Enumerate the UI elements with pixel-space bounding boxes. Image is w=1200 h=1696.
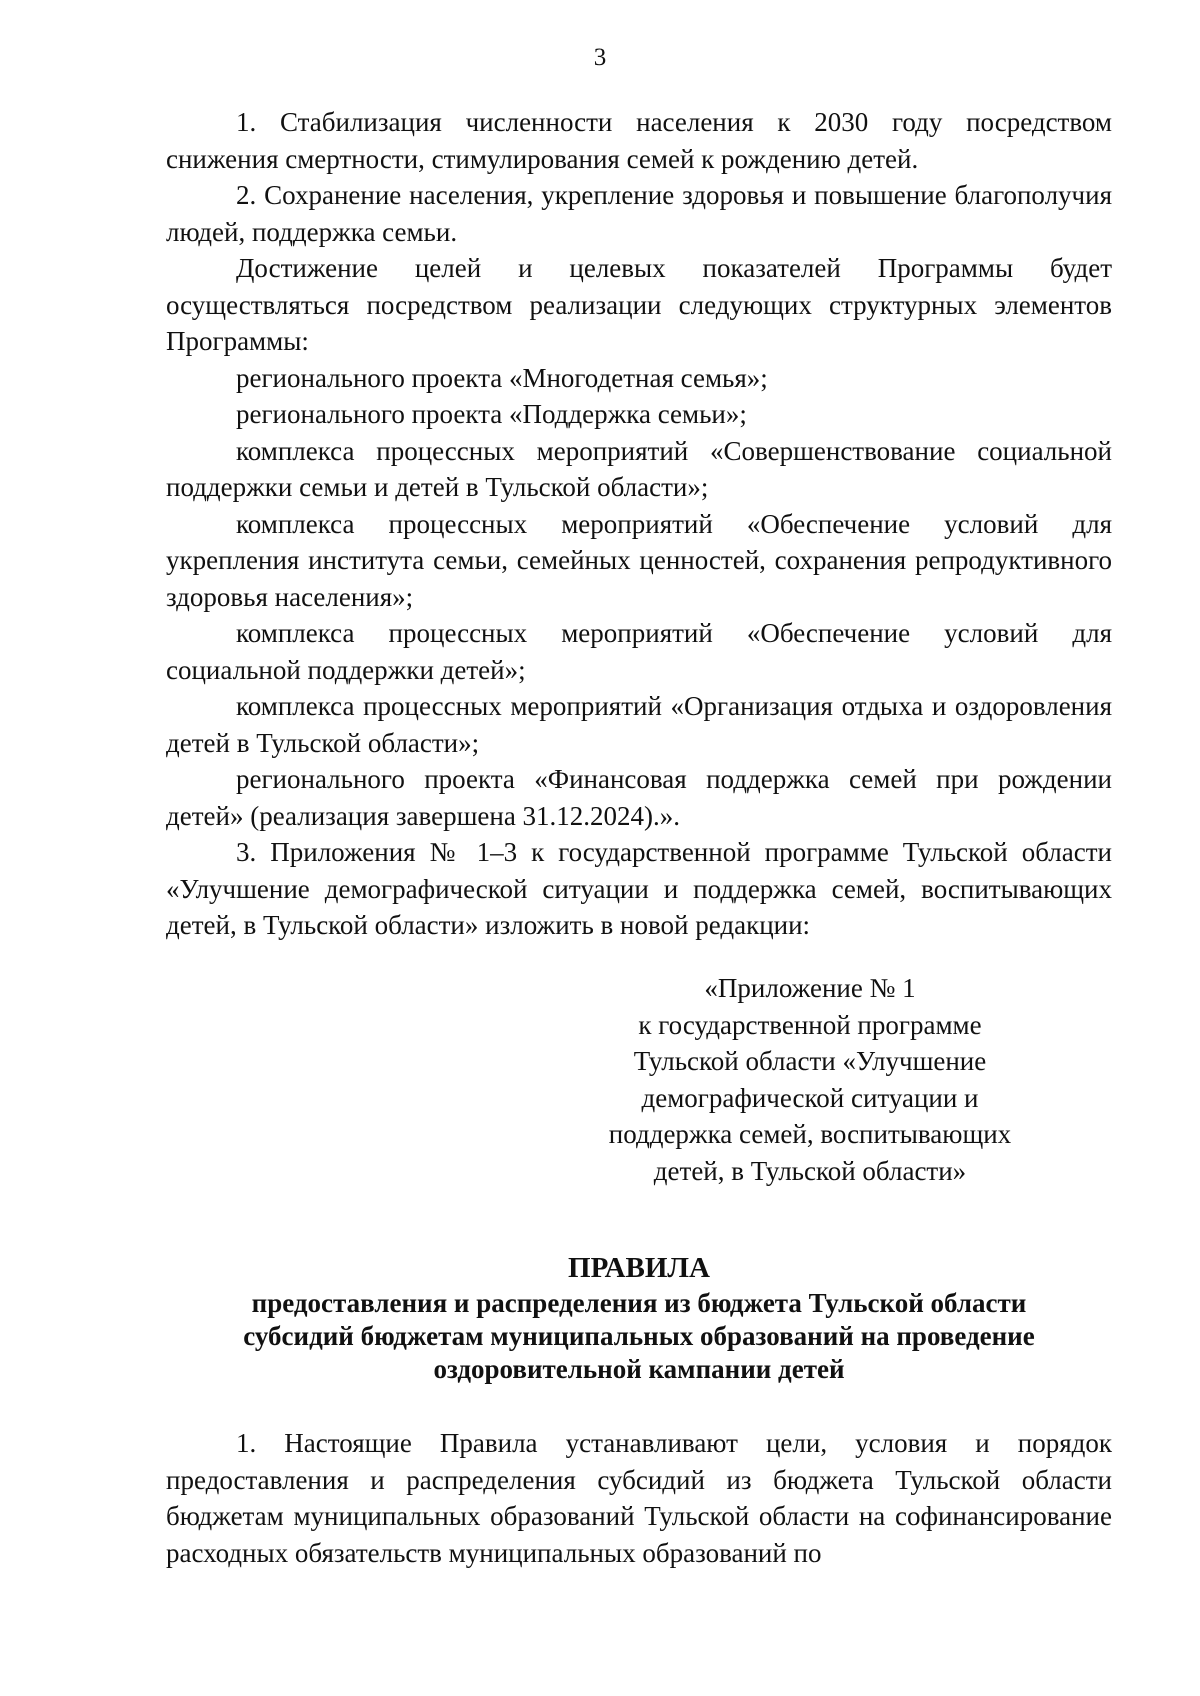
appendix-line: демографической ситуации и xyxy=(641,1082,979,1113)
appendix-line: «Приложение № 1 xyxy=(704,973,916,1003)
paragraph-appendices: 3. Приложения № 1–3 к государственной программе Тульской области «Улучшение демографической ситуации и поддержка семей, воспитывающих детей, в Тульской области» изложить в новой редакции: xyxy=(166,837,1112,940)
list-item: комплекса процессных мероприятий «Обеспечение условий для укрепления института семьи, семейных ценностей, сохранения репродуктивного здоровья населения»; xyxy=(166,508,1112,612)
rules-body xyxy=(166,1425,1112,1571)
appendix-header xyxy=(560,970,1060,1189)
list-item: комплекса процессных мероприятий «Организация отдыха и оздоровления детей в Тульской области»; xyxy=(166,691,1112,758)
list-item: регионального проекта «Финансовая поддержка семей при рождении детей» (реализация завершена 31.12.2024).». xyxy=(166,764,1112,831)
rules-paragraph-1: 1. Настоящие Правила устанавливают цели, условия и порядок предоставления и распределения субсидий из бюджета Тульской области бюджетам муниципальных образований Тульской области на софинансирование расходных обязательств муниципальных образований по xyxy=(166,1428,1112,1568)
appendix-line: детей, в Тульской области» xyxy=(653,1155,967,1186)
page-number: 3 xyxy=(593,44,607,71)
list-item: регионального проекта «Поддержка семьи»; xyxy=(236,399,747,429)
appendix-line: Тульской области «Улучшение xyxy=(633,1046,987,1076)
rules-title: ПРАВИЛА xyxy=(568,1252,710,1284)
rules-heading xyxy=(166,1252,1112,1386)
appendix-line: к государственной программе xyxy=(638,1009,982,1040)
document-body xyxy=(166,104,1112,944)
paragraph-goal-2: 2. Сохранение населения, укрепление здоровья и повышение благополучия людей, поддержка семьи. xyxy=(166,180,1112,247)
paragraph-goal-1: 1. Стабилизация численности населения к 2030 году посредством снижения смертности, стимулирования семей к рождению детей. xyxy=(166,107,1112,174)
rules-subtitle-line: предоставления и распределения из бюджета Тульской области xyxy=(251,1288,1027,1318)
appendix-line: поддержка семей, воспитывающих xyxy=(608,1119,1012,1149)
rules-subtitle-line: субсидий бюджетам муниципальных образований на проведение xyxy=(243,1321,1035,1351)
paragraph-achievement: Достижение целей и целевых показателей Программы будет осуществляться посредством реализации следующих структурных элементов Программы: xyxy=(166,253,1112,356)
rules-subtitle-line: оздоровительной кампании детей xyxy=(433,1354,845,1384)
list-item: комплекса процессных мероприятий «Совершенствование социальной поддержки семьи и детей в Тульской области»; xyxy=(166,435,1112,502)
list-item: комплекса процессных мероприятий «Обеспечение условий для социальной поддержки детей»; xyxy=(166,618,1112,685)
list-item: регионального проекта «Многодетная семья»; xyxy=(236,362,768,393)
